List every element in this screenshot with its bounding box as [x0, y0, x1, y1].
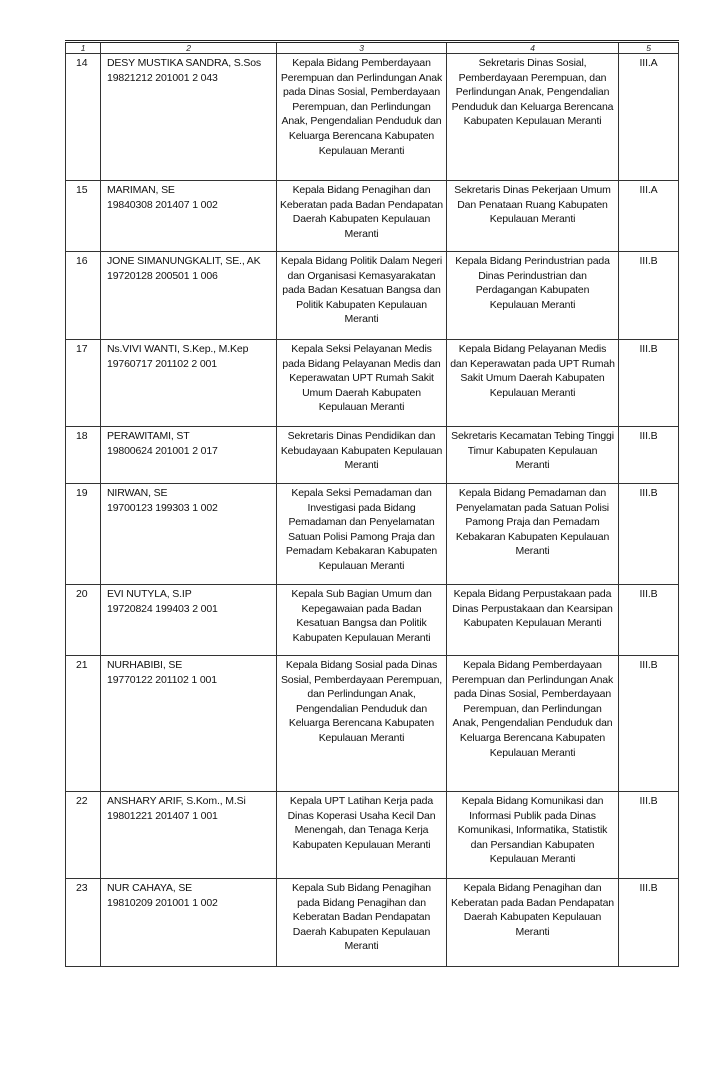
- new-position: Kepala Bidang Komunikasi dan Informasi Publik pada Dinas Komunikasi, Informatika, Statistik dan Persandian Kabupaten Kepulauan Meranti: [447, 792, 619, 879]
- row-number: 19: [66, 484, 101, 585]
- table-row: [66, 656, 679, 792]
- row-number: 23: [66, 879, 101, 967]
- new-position: Kepala Bidang Perindustrian pada Dinas Perindustrian dan Perdagangan Kabupaten Kepulauan Meranti: [447, 252, 619, 340]
- row-number: 18: [66, 427, 101, 484]
- new-position: Sekretaris Kecamatan Tebing Tinggi Timur Kabupaten Kepulauan Meranti: [447, 427, 619, 484]
- employee-cell: [101, 427, 277, 484]
- personnel-table: [65, 40, 679, 967]
- employee-nip: 19821212 201001 2 043: [107, 71, 218, 84]
- employee-cell: [101, 340, 277, 427]
- grade: III.B: [619, 427, 679, 484]
- employee-name: DESY MUSTIKA SANDRA, S.Sos: [107, 57, 262, 69]
- row-number: 14: [66, 54, 101, 181]
- employee-name: PERAWITAMI, ST: [107, 430, 190, 442]
- old-position: Kepala Bidang Pemberdayaan Perempuan dan Perlindungan Anak pada Dinas Sosial, Pemberdayaan Perempuan, dan Perlindungan Anak, Pengendalian Penduduk dan Keluarga Berencana Kabupaten Kepulauan Meranti: [277, 54, 447, 181]
- employee-cell: [101, 484, 277, 585]
- row-number: 16: [66, 252, 101, 340]
- table-row: [66, 792, 679, 879]
- employee-name: JONE SIMANUNGKALIT, SE., AK: [107, 255, 261, 267]
- new-position: Kepala Bidang Pelayanan Medis dan Keperawatan pada UPT Rumah Sakit Umum Daerah Kabupaten Kepulauan Meranti: [447, 340, 619, 427]
- table-row: [66, 181, 679, 252]
- grade: III.B: [619, 879, 679, 967]
- employee-nip: 19801221 201407 1 001: [107, 809, 218, 822]
- employee-cell: [101, 792, 277, 879]
- old-position: Sekretaris Dinas Pendidikan dan Kebudayaan Kabupaten Kepulauan Meranti: [277, 427, 447, 484]
- table-row: [66, 252, 679, 340]
- new-position: Kepala Bidang Perpustakaan pada Dinas Perpustakaan dan Kearsipan Kabupaten Kepulauan Meranti: [447, 585, 619, 656]
- old-position: Kepala Sub Bidang Penagihan pada Bidang Penagihan dan Keberatan Badan Pendapatan Daerah Kabupaten Kepulauan Meranti: [277, 879, 447, 967]
- employee-name: NURHABIBI, SE: [107, 659, 183, 671]
- new-position: Kepala Bidang Pemadaman dan Penyelamatan pada Satuan Polisi Pamong Praja dan Pemadam Kebakaran Kabupaten Kepulauan Meranti: [447, 484, 619, 585]
- table-row: [66, 585, 679, 656]
- new-position: Sekretaris Dinas Sosial, Pemberdayaan Perempuan, dan Perlindungan Anak, Pengendalian Penduduk dan Keluarga Berencana Kabupaten Kepulauan Meranti: [447, 54, 619, 181]
- employee-nip: 19720824 199403 2 001: [107, 602, 218, 615]
- table-row: [66, 427, 679, 484]
- old-position: Kepala Seksi Pelayanan Medis pada Bidang Pelayanan Medis dan Keperawatan UPT Rumah Sakit Umum Daerah Kabupaten Kepulauan Meranti: [277, 340, 447, 427]
- column-number-2: 2: [101, 42, 277, 54]
- row-number: 22: [66, 792, 101, 879]
- old-position: Kepala Bidang Politik Dalam Negeri dan Organisasi Kemasyarakatan pada Badan Kesatuan Bangsa dan Politik Kabupaten Kepulauan Meranti: [277, 252, 447, 340]
- old-position: Kepala UPT Latihan Kerja pada Dinas Koperasi Usaha Kecil Dan Menengah, dan Tenaga Kerja Kabupaten Kepulauan Meranti: [277, 792, 447, 879]
- table-row: [66, 484, 679, 585]
- grade: III.B: [619, 585, 679, 656]
- grade: III.B: [619, 340, 679, 427]
- employee-nip: 19810209 201001 1 002: [107, 896, 218, 909]
- grade: III.B: [619, 656, 679, 792]
- old-position: Kepala Seksi Pemadaman dan Investigasi pada Bidang Pemadaman dan Penyelamatan Satuan Polisi Pamong Praja dan Pemadam Kebakaran Kabupaten Kepulauan Meranti: [277, 484, 447, 585]
- new-position: Sekretaris Dinas Pekerjaan Umum Dan Penataan Ruang Kabupaten Kepulauan Meranti: [447, 181, 619, 252]
- employee-nip: 19840308 201407 1 002: [107, 198, 218, 211]
- table-row: [66, 340, 679, 427]
- grade: III.B: [619, 484, 679, 585]
- employee-nip: 19800624 201001 2 017: [107, 444, 218, 457]
- employee-name: NUR CAHAYA, SE: [107, 882, 193, 894]
- grade: III.B: [619, 252, 679, 340]
- table-row: [66, 879, 679, 967]
- employee-nip: 19770122 201102 1 001: [107, 673, 217, 686]
- old-position: Kepala Sub Bagian Umum dan Kepegawaian pada Badan Kesatuan Bangsa dan Politik Kabupaten Kepulauan Meranti: [277, 585, 447, 656]
- employee-cell: [101, 54, 277, 181]
- row-number: 15: [66, 181, 101, 252]
- column-number-3: 3: [277, 42, 447, 54]
- employee-cell: [101, 879, 277, 967]
- row-number: 21: [66, 656, 101, 792]
- old-position: Kepala Bidang Sosial pada Dinas Sosial, Pemberdayaan Perempuan, dan Perlindungan Anak, Pengendalian Penduduk dan Keluarga Berencana Kabupaten Kepulauan Meranti: [277, 656, 447, 792]
- old-position: Kepala Bidang Penagihan dan Keberatan pada Badan Pendapatan Daerah Kabupaten Kepulauan Meranti: [277, 181, 447, 252]
- employee-name: Ns.VIVI WANTI, S.Kep., M.Kep: [107, 343, 249, 355]
- employee-cell: [101, 656, 277, 792]
- employee-nip: 19760717 201102 2 001: [107, 357, 217, 370]
- table-row: [66, 54, 679, 181]
- new-position: Kepala Bidang Penagihan dan Keberatan pada Badan Pendapatan Daerah Kabupaten Kepulauan Meranti: [447, 879, 619, 967]
- grade: III.A: [619, 54, 679, 181]
- column-number-5: 5: [619, 42, 679, 54]
- employee-name: EVI NUTYLA, S.IP: [107, 588, 192, 600]
- column-number-row: [66, 42, 679, 54]
- grade: III.A: [619, 181, 679, 252]
- employee-name: MARIMAN, SE: [107, 184, 175, 196]
- column-number-1: 1: [66, 42, 101, 54]
- row-number: 20: [66, 585, 101, 656]
- employee-cell: [101, 585, 277, 656]
- column-number-4: 4: [447, 42, 619, 54]
- employee-cell: [101, 252, 277, 340]
- new-position: Kepala Bidang Pemberdayaan Perempuan dan Perlindungan Anak pada Dinas Sosial, Pemberdayaan Perempuan, dan Perlindungan Anak, Pengendalian Penduduk dan Keluarga Berencana Kabupaten Kepulauan Meranti: [447, 656, 619, 792]
- employee-name: NIRWAN, SE: [107, 487, 168, 499]
- grade: III.B: [619, 792, 679, 879]
- employee-name: ANSHARY ARIF, S.Kom., M.Si: [107, 795, 246, 807]
- employee-cell: [101, 181, 277, 252]
- employee-nip: 19720128 200501 1 006: [107, 269, 218, 282]
- row-number: 17: [66, 340, 101, 427]
- employee-nip: 19700123 199303 1 002: [107, 501, 218, 514]
